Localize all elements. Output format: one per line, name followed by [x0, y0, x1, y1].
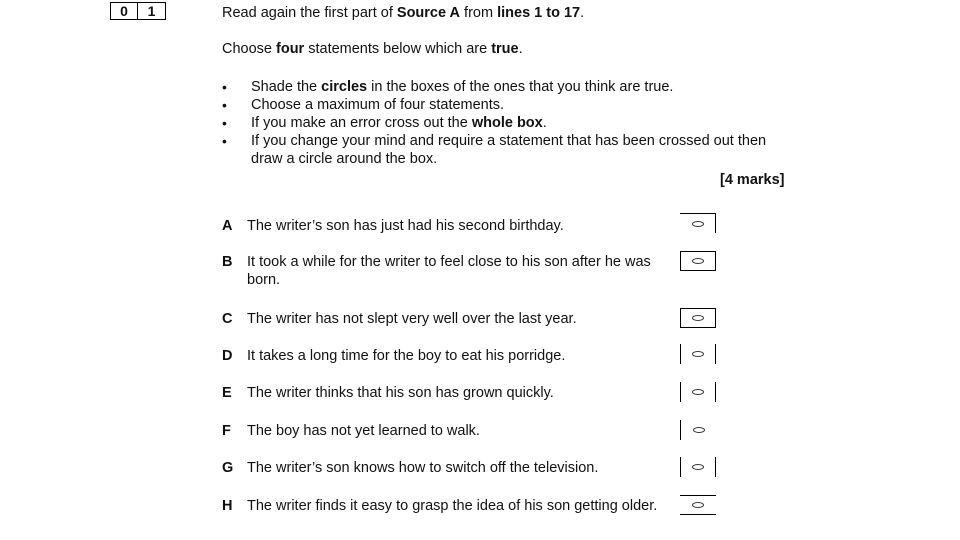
option-b	[222, 253, 662, 289]
option-letter: C	[222, 311, 233, 327]
option-text: It takes a long time for the boy to eat his porridge.	[247, 348, 566, 364]
instruction-read-source: Read again the first part of Source A from lines 1 to 17.	[222, 5, 585, 21]
answer-circle-icon[interactable]	[692, 464, 704, 470]
bullet-icon: •	[222, 79, 227, 95]
bullet-icon: •	[222, 115, 227, 131]
bullet-item: • If you make an error cross out the whole box.	[222, 115, 547, 131]
option-text: The writer has not slept very well over the last year.	[247, 311, 577, 327]
option-letter: D	[222, 348, 233, 364]
answer-box-a[interactable]	[680, 213, 716, 233]
answer-circle-icon[interactable]	[693, 427, 705, 433]
answer-box-d[interactable]	[680, 344, 716, 364]
answer-box-c[interactable]	[680, 308, 716, 328]
option-text: The writer’s son has just had his second birthday.	[247, 218, 564, 234]
option-letter: A	[222, 218, 233, 234]
answer-box-e[interactable]	[680, 382, 716, 402]
instruction-choose-four: Choose four statements below which are true.	[222, 41, 523, 57]
option-text: The writer thinks that his son has grown quickly.	[247, 385, 554, 401]
instruction-bullet-list	[222, 78, 802, 168]
option-text: The writer finds it easy to grasp the idea of his son getting older.	[247, 498, 658, 514]
question-number-digit-1: 0	[110, 2, 138, 20]
option-letter: F	[222, 423, 231, 439]
bullet-icon: •	[222, 133, 227, 149]
option-h	[222, 497, 662, 515]
option-text: The boy has not yet learned to walk.	[247, 423, 480, 439]
answer-circle-icon[interactable]	[692, 502, 704, 508]
answer-box-f[interactable]	[680, 420, 716, 440]
option-g	[222, 459, 662, 477]
option-e	[222, 384, 662, 402]
option-c	[222, 310, 662, 328]
bullet-item: • Shade the circles in the boxes of the ones that you think are true.	[222, 79, 674, 95]
option-a	[222, 217, 662, 235]
answer-box-b[interactable]	[680, 251, 716, 271]
option-letter: G	[222, 460, 234, 476]
marks-label: [4 marks]	[720, 172, 785, 188]
answer-circle-icon[interactable]	[692, 351, 704, 357]
option-text: It took a while for the writer to feel close to his son after he was born.	[247, 254, 651, 288]
option-f	[222, 422, 662, 440]
answer-circle-icon[interactable]	[692, 258, 704, 264]
answer-circle-icon[interactable]	[692, 315, 704, 321]
option-d	[222, 347, 662, 365]
question-number	[110, 2, 166, 20]
answer-box-h[interactable]	[680, 495, 716, 515]
answer-box-g[interactable]	[680, 457, 716, 477]
question-number-digit-2: 1	[138, 2, 166, 20]
bullet-item: • If you change your mind and require a statement that has been crossed out then draw a circle around the box.	[222, 133, 767, 167]
option-text: The writer’s son knows how to switch off the television.	[247, 460, 599, 476]
option-letter: H	[222, 498, 233, 514]
option-letter: B	[222, 254, 233, 270]
bullet-item: • Choose a maximum of four statements.	[222, 97, 505, 113]
answer-circle-icon[interactable]	[692, 221, 704, 227]
answer-circle-icon[interactable]	[692, 389, 704, 395]
bullet-icon: •	[222, 97, 227, 113]
option-letter: E	[222, 385, 232, 401]
